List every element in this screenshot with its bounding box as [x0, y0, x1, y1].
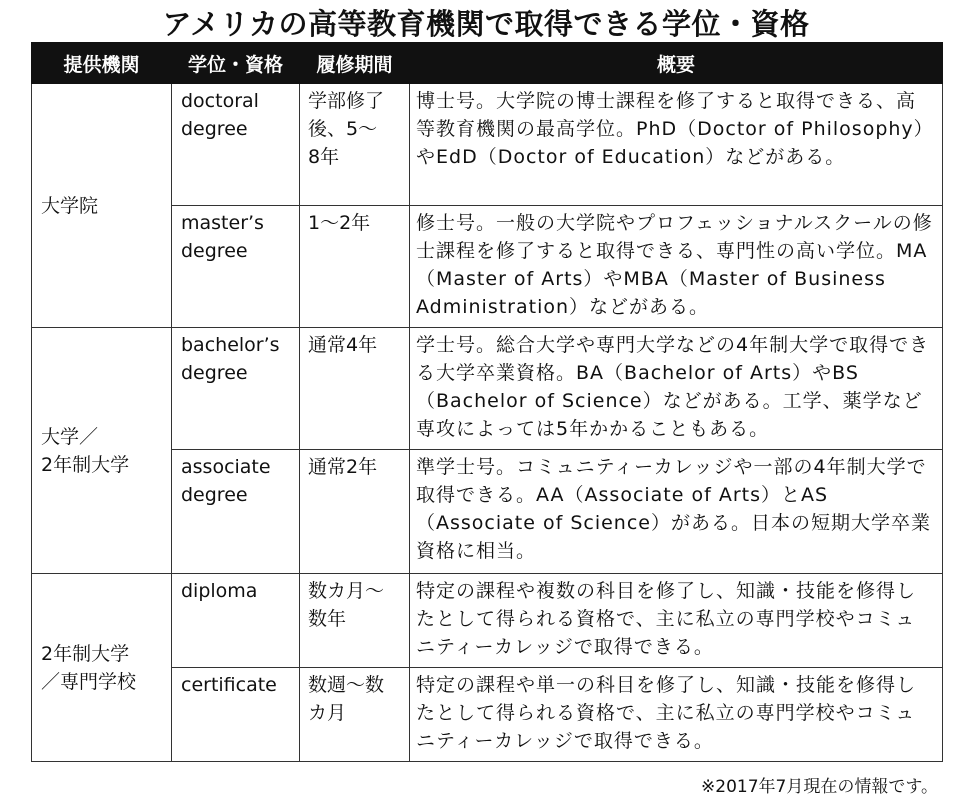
duration-cell: 数週～数 カ月 [300, 668, 410, 762]
degrees-table [31, 42, 943, 762]
degree-cell: diploma [172, 574, 300, 668]
table-row [32, 328, 943, 450]
header-degree: 学位・資格 [172, 43, 300, 84]
degree-cell: associate degree [172, 450, 300, 574]
summary-cell: 博士号。大学院の博士課程を修了すると取得できる、高等教育機関の最高学位。PhD（Doctor of Philosophy）やEdD（Doctor of Education）などがある。 [410, 84, 943, 206]
page-title: アメリカの高等教育機関で取得できる学位・資格 [162, 7, 810, 41]
duration-cell: 数カ月～ 数年 [300, 574, 410, 668]
table-row [32, 84, 943, 206]
institution-cell: 大学／ 2年制大学 [32, 328, 172, 574]
institution-cell: 大学院 [32, 84, 172, 328]
duration-cell: 1～2年 [300, 206, 410, 328]
duration-cell: 学部修了 後、5～ 8年 [300, 84, 410, 206]
degree-cell: doctoral degree [172, 84, 300, 206]
summary-cell: 準学士号。コミュニティーカレッジや一部の4年制大学で取得できる。AA（Associate of Arts）とAS（Associate of Science）がある。日本の短期大学卒業資格に相当。 [410, 450, 943, 574]
summary-cell: 学士号。総合大学や専門大学などの4年制大学で取得できる大学卒業資格。BA（Bachelor of Arts）やBS（Bachelor of Science）などがある。工学、薬学など専攻によっては5年かかることもある。 [410, 328, 943, 450]
header-duration: 履修期間 [300, 43, 410, 84]
summary-cell: 特定の課程や複数の科目を修了し、知識・技能を修得したとして得られる資格で、主に私立の専門学校やコミュニティーカレッジで取得できる。 [410, 574, 943, 668]
footnote: ※2017年7月現在の情報です。 [701, 777, 938, 797]
degree-cell: certificate [172, 668, 300, 762]
summary-cell: 修士号。一般の大学院やプロフェッショナルスクールの修士課程を修了すると取得できる、専門性の高い学位。MA（Master of Arts）やMBA（Master of Business Administration）などがある。 [410, 206, 943, 328]
degree-cell: master’s degree [172, 206, 300, 328]
table-header-row [32, 43, 943, 84]
header-summary: 概要 [410, 43, 943, 84]
table-row [32, 574, 943, 668]
duration-cell: 通常4年 [300, 328, 410, 450]
summary-cell: 特定の課程や単一の科目を修了し、知識・技能を修得したとして得られる資格で、主に私立の専門学校やコミュニティーカレッジで取得できる。 [410, 668, 943, 762]
duration-cell: 通常2年 [300, 450, 410, 574]
degree-cell: bachelor’s degree [172, 328, 300, 450]
header-institution: 提供機関 [32, 43, 172, 84]
institution-cell: 2年制大学 ／専門学校 [32, 574, 172, 762]
